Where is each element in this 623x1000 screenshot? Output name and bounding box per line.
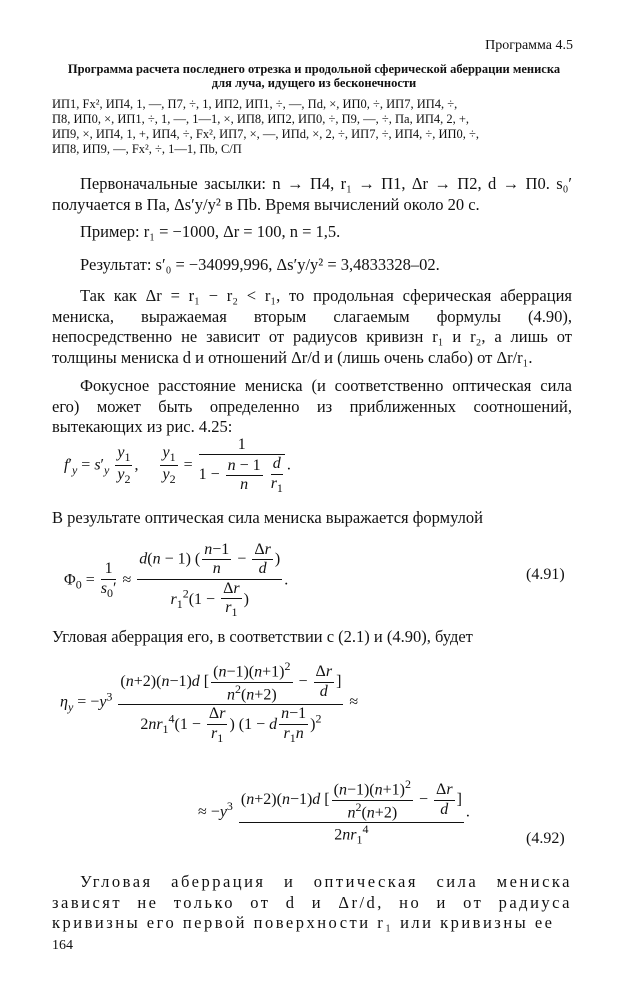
running-header: Программа 4.5 bbox=[485, 38, 573, 53]
paragraph-example: Пример: r₁ = −1000, Δr = 100, n = 1,5. bbox=[80, 222, 341, 241]
equation-number: (4.92) bbox=[526, 830, 565, 847]
code-line: ИП8, ИП9, —, Fx², ÷, 1—1, Пb, С/П bbox=[52, 142, 242, 156]
paragraph-optical-power: В результате оптическая сила мениска выражается формулой bbox=[52, 508, 483, 527]
paragraph-result: Результат: s′₀ = −34099,996, Δs′y/y² = 3,4833328–02. bbox=[80, 255, 440, 274]
equation-number: (4.91) bbox=[526, 566, 565, 583]
formula-angular-aberration-approx: ≈ $-y^3$ (n+2)(n−1)d [ $\frac{(n-1)(n+1)^2}{n^2(n+2)}$ − $\frac{\Delta r}{d}$ ] $2nr_1^4$ . bbox=[198, 777, 470, 847]
paragraph-focal-length: Фокусное расстояние мениска (и соответственно оптическая сила его) может быть определенно из приближенных соотношений, вытекающих из рис. 4.25: bbox=[52, 376, 572, 436]
paragraph-dependency: Угловая аберрация и оптическая сила мениска зависят не только от d и Δr/d, но и от радиуса кривизны его первой поверхности r₁ или кривизны ее bbox=[52, 872, 572, 932]
program-title: Программа расчета последнего отрезка и продольной сферической аберрации мениска для луча, идущего из бесконечности bbox=[67, 62, 561, 90]
program-code bbox=[52, 97, 572, 157]
code-line: ИП1, Fx², ИП4, 1, —, П7, ÷, 1, ИП2, ИП1, ÷, —, Пd, ×, ИП0, ÷, ИП7, ИП4, ÷, bbox=[52, 97, 458, 111]
paragraph-angular-aberration: Угловая аберрация его, в соответствии с (2.1) и (4.90), будет bbox=[52, 627, 473, 646]
formula-optical-power: $\Phi_0$ = $\frac{1}{s_0'}$ ≈ d(n − 1) ( $\frac{n-1}{n}$ − $\frac{\Delta r}{d}$ ) $r_1^2(1$ − $\frac{\Delta r}{r_1}$ ) . bbox=[64, 541, 289, 620]
formula-focal-relations: $f'_y = s'_y$ $\frac{y_1}{y_2}$ , $\frac{y_1}{y_2}$ = 1 1 − $\frac{n - 1}{n}$ $\frac{d}{r_1}$ . bbox=[64, 436, 291, 495]
paragraph-initial-values: Первоначальные засылки: n → П4, r₁ → П1, Δr → П2, d → П0. s₀′ получается в Пa, Δs′y/y² в Пb. Время вычислений около 20 с. bbox=[52, 174, 572, 214]
formula-angular-aberration: $\eta_y = -y^3$ (n+2)(n−1)d [ $\frac{(n-1)(n+1)^2}{n^2(n+2)}$ − $\frac{\Delta r}{d}$ ] $2nr_1^4(1$ − $\frac{\Delta r}{r_1}$ ) (1 − d $\frac{n-1}{r_1n}$ )$^2$ ≈ bbox=[60, 659, 359, 746]
code-line: П8, ИП0, ×, ИП1, ÷, 1, —, 1—1, ×, ИП8, ИП2, ИП0, ÷, П9, —, ÷, Пa, ИП4, 2, +, bbox=[52, 112, 470, 126]
page-number: 164 bbox=[52, 938, 73, 953]
paragraph-aberration: Так как Δr = r₁ − r₂ < r₁, то продольная сферическая аберрация мениска, выражаемая вторым слагаемым формулы (4.90), непосредственно не зависит от радиусов кривизн r₁ и r₂, а лишь от толщины мениска d и отношений Δr/d и (лишь очень слабо) от Δr/r₁. bbox=[52, 286, 572, 367]
code-line: ИП9, ×, ИП4, 1, +, ИП4, ÷, Fx², ИП7, ×, —, ИПd, ×, 2, ÷, ИП7, ÷, ИП4, ÷, ИП0, ÷, bbox=[52, 127, 480, 141]
